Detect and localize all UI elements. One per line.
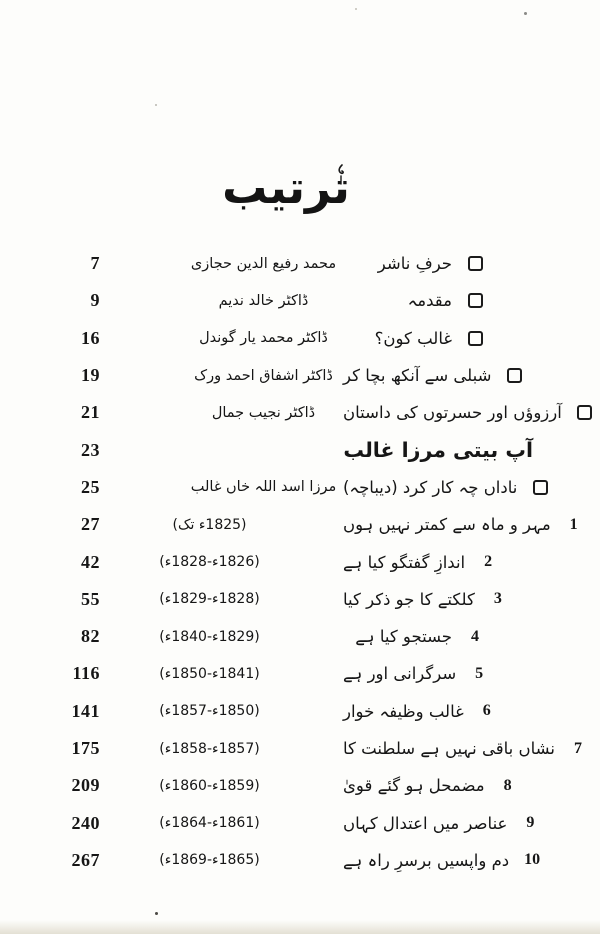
toc-row xyxy=(0,320,600,357)
entry-marker: 3 xyxy=(493,590,502,608)
toc-row xyxy=(0,506,600,543)
entry-marker: 5 xyxy=(475,664,484,682)
checkbox-icon xyxy=(468,331,483,346)
entry-marker xyxy=(562,405,600,420)
entry-title: اندازِ گفتگو کیا ہے xyxy=(343,552,466,572)
entry-title: ناداں چہ کار کرد (دیباچہ) xyxy=(343,477,518,497)
entry-marker xyxy=(517,480,563,495)
checkbox-icon xyxy=(468,293,483,308)
author-or-years: (1841ء-1850ء) xyxy=(159,665,260,682)
entry-title: آپ بیتی مرزا غالب xyxy=(343,438,533,463)
entry-marker: 9 xyxy=(526,814,535,832)
scan-speckle xyxy=(524,12,527,15)
entry-title: مضمحل ہو گئے قویٰ xyxy=(343,776,485,796)
page-number: 42 xyxy=(81,551,100,572)
author-or-years: (1850ء-1857ء) xyxy=(159,703,260,720)
entry-title: مہر و ماہ سے کمتر نہیں ہوں xyxy=(343,515,551,535)
author-or-years: (1861ء-1864ء) xyxy=(159,815,260,832)
entry-title: حرفِ ناشر xyxy=(377,254,452,274)
page-number: 19 xyxy=(81,365,100,386)
page-number: 82 xyxy=(81,626,100,647)
page-number: 23 xyxy=(81,439,100,460)
entry-marker: 6 xyxy=(482,702,491,720)
toc-row xyxy=(0,767,600,804)
page-number: 55 xyxy=(81,588,100,609)
toc-row xyxy=(0,655,600,692)
calligraphy-flourish-icon xyxy=(334,164,348,186)
toc-row xyxy=(0,804,600,841)
toc-row xyxy=(0,469,600,506)
page-number: 9 xyxy=(90,290,100,311)
toc-row xyxy=(0,357,600,394)
entry-title: جستجو کیا ہے xyxy=(355,627,452,647)
toc-row xyxy=(0,581,600,618)
toc-row xyxy=(0,730,600,767)
entry-title: شبلی سے آنکھ بچا کر xyxy=(343,366,492,386)
entry-marker xyxy=(452,256,498,271)
title-block xyxy=(0,156,600,220)
entry-title: آرزوؤں اور حسرتوں کی داستان xyxy=(343,403,562,423)
entry-marker: 4 xyxy=(471,627,479,645)
author-or-years: (1829ء-1840ء) xyxy=(159,628,260,645)
entry-title: نشاں باقی نہیں ہے سلطنت کا xyxy=(343,739,555,758)
page-number: 21 xyxy=(81,402,100,423)
page-number: 141 xyxy=(71,700,100,721)
toc-row xyxy=(0,431,600,468)
scan-speckle xyxy=(355,8,357,10)
entry-marker xyxy=(452,331,498,346)
toc-row xyxy=(0,245,600,282)
page-number: 27 xyxy=(81,514,100,535)
page-number: 7 xyxy=(90,253,100,274)
checkbox-icon xyxy=(533,480,548,495)
author-or-years: مرزا اسد اللہ خاں غالب xyxy=(190,479,337,496)
author-or-years: (1825ء تک) xyxy=(172,516,247,533)
entry-marker: 10 xyxy=(524,851,541,869)
page-number: 116 xyxy=(72,663,100,684)
entry-marker xyxy=(452,293,498,308)
page-number: 267 xyxy=(71,849,100,870)
entry-title: عناصر میں اعتدال کہاں xyxy=(343,813,508,833)
entry-title: مقدمہ xyxy=(407,291,452,311)
toc-row xyxy=(0,842,600,879)
page-number: 175 xyxy=(71,738,100,758)
author-or-years: (1865ء-1869ء) xyxy=(159,852,260,869)
entry-title: دم واپسیں برسرِ راہ ہے xyxy=(343,850,510,870)
author-or-years: (1828ء-1829ء) xyxy=(159,591,260,608)
entry-marker xyxy=(491,368,537,383)
author-or-years: (1826ء-1828ء) xyxy=(159,554,260,571)
page-number: 25 xyxy=(81,476,100,497)
toc-row xyxy=(0,282,600,319)
checkbox-icon xyxy=(468,256,483,271)
author-or-years: (1857ء-1858ء) xyxy=(159,740,260,757)
page-number: 240 xyxy=(71,812,100,833)
toc-row xyxy=(0,693,600,730)
author-or-years: (1859ء-1860ء) xyxy=(159,777,260,794)
entry-marker: 8 xyxy=(503,776,512,794)
author-or-years: ڈاکٹر نجیب جمال xyxy=(211,404,316,421)
entry-marker: 7 xyxy=(573,739,582,757)
toc-row xyxy=(0,618,600,655)
toc-list xyxy=(0,245,600,879)
checkbox-icon xyxy=(577,405,592,420)
entry-title: غالب کون؟ xyxy=(374,328,452,348)
entry-title: کلکتے کا جو ذکر کیا xyxy=(343,589,475,609)
scan-speckle xyxy=(155,104,157,106)
scan-bottom-shadow xyxy=(0,920,600,934)
page-number: 16 xyxy=(81,327,100,348)
checkbox-icon xyxy=(507,368,522,383)
toc-row xyxy=(0,394,600,431)
author-or-years: ڈاکٹر اشفاق احمد ورک xyxy=(194,367,333,384)
entry-title: غالب وظیفہ خوار xyxy=(343,701,464,721)
page-title: ترتیب xyxy=(222,161,350,214)
scan-speckle xyxy=(155,912,158,915)
toc-row xyxy=(0,543,600,580)
author-or-years: محمد رفیع الدین حجازی xyxy=(190,255,337,272)
author-or-years: ڈاکٹر خالد ندیم xyxy=(218,292,309,309)
author-or-years: ڈاکٹر محمد یار گوندل xyxy=(199,330,328,347)
page-number: 209 xyxy=(71,775,100,796)
entry-marker: 1 xyxy=(569,515,578,533)
entry-title: سرگرانی اور ہے xyxy=(343,664,457,684)
entry-marker: 2 xyxy=(484,553,493,571)
